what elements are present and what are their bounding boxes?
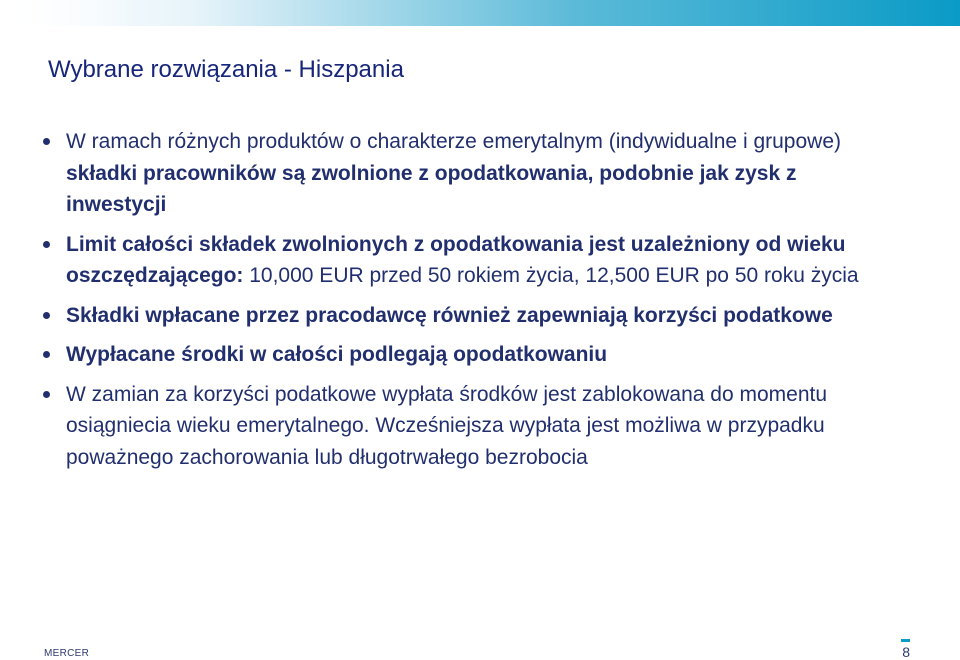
bullet-text-bold: Składki wpłacane przez pracodawcę również zapewniają korzyści podatkowe <box>66 303 833 327</box>
bullet-text-bold: Limit całości składek zwolnionych z opodatkowania jest uzależniony od wieku oszczędzającego: <box>66 232 846 287</box>
bullet-dot-icon <box>43 391 50 398</box>
bullet-text-bold: Wypłacane środki w całości podlegają opodatkowaniu <box>66 343 608 366</box>
bullet-text-bold: składki pracowników są zwolnione z opodatkowania, podobnie jak zysk z inwestycji <box>66 161 797 216</box>
bullet-item-contribution-limit <box>40 229 900 292</box>
header-gradient-band <box>0 0 960 26</box>
header-band-fade <box>0 0 140 26</box>
slide-title: Wybrane rozwiązania - Hiszpania <box>48 56 404 84</box>
bullet-list <box>40 126 900 473</box>
bullet-dot-icon <box>43 351 50 358</box>
bullet-item-employer-contributions <box>40 300 900 332</box>
bullet-item-payout-taxation <box>40 339 900 371</box>
bullet-dot-icon <box>43 138 50 145</box>
page-number: 8 <box>902 644 910 660</box>
bullet-dot-icon <box>43 312 50 319</box>
footer-brand-logo: MERCER <box>44 648 90 659</box>
bullet-text: W ramach różnych produktów o charakterze emerytalnym (indywidualne i grupowe) <box>66 130 841 153</box>
bullet-item-withdrawal-lock <box>40 379 900 474</box>
bullet-text: 10,000 EUR przed 50 rokiem życia, 12,500 EUR po 50 roku życia <box>243 264 859 287</box>
bullet-dot-icon <box>43 241 50 248</box>
bullet-text: W zamian za korzyści podatkowe wypłata środków jest zablokowana do momentu osiągniecia wieku emerytalnego. Wcześniejsza wypłata jest możliwa w przypadku poważnego zachorowania lub długotrwałego bezrobocia <box>66 382 828 469</box>
bullet-item-tax-exempt-contributions <box>40 126 900 221</box>
page-number-rule <box>901 639 910 642</box>
